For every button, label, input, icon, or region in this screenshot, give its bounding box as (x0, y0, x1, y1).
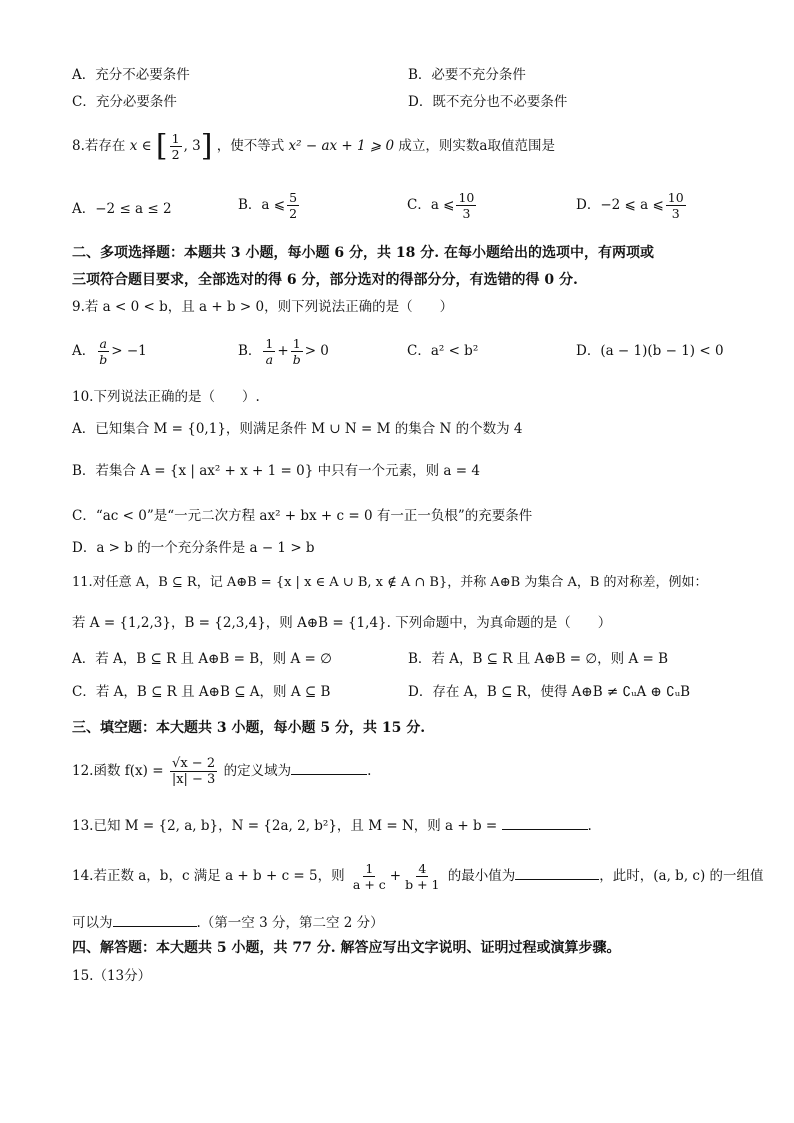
q8-option-c: C．a ⩽ $\frac{10}{3}$ (407, 190, 475, 221)
q12-answer-blank[interactable] (291, 760, 367, 775)
q9-option-a: A． $\frac{a}{b}$ > −1 (72, 336, 147, 367)
q8-inequality: x² − ax + 1 ⩾ 0 (288, 138, 395, 154)
q8-prefix: 8.若存在 (72, 138, 126, 154)
q10-option-c: C．“ac < 0”是“一元二次方程 ax² + bx + c = 0 有一正一负根”的充要条件 (72, 508, 533, 524)
q11-option-b: B．若 A，B ⊆ R 且 A⊕B = ∅，则 A = B (408, 651, 669, 667)
section4-title: 四、解答题：本大题共 5 小题，共 77 分. 解答应写出文字说明、证明过程或演算步骤。 (72, 940, 621, 956)
q10-stem: 10.下列说法正确的是（ ）. (72, 389, 260, 405)
section2-title-line1: 二、多项选择题：本题共 3 小题，每小题 6 分，共 18 分. 在每小题给出的选项中，有两项或 (72, 245, 654, 261)
q8-option-b: B．a ⩽ $\frac{5}{2}$ (238, 190, 298, 221)
q8-after-frac: , 3 (183, 138, 201, 154)
q7-option-d: D．既不充分也不必要条件 (408, 94, 568, 110)
q8-stem (72, 130, 555, 162)
q14-answer-blank-1[interactable] (515, 865, 599, 880)
q8-suffix: 成立，则实数a取值范围是 (398, 138, 555, 154)
q9-option-b: B． $\frac{1}{a}$ + $\frac{1}{b}$ > 0 (238, 336, 329, 367)
q13-stem: 13.已知 M = {2, a, b}，N = {2a, 2, b²}，且 M = N，则 a + b = . (72, 815, 592, 835)
q15-heading: 15.（13分） (72, 968, 152, 984)
q7-option-c: C．充分必要条件 (72, 94, 177, 110)
q11-stem-line2: 若 A = {1,2,3}，B = {2,3,4}，则 A⊕B = {1,4}. 下列命题中，为真命题的是（ ） (72, 615, 612, 631)
q14-stem-line2: 可以为 .（第一空 3 分，第二空 2 分） (72, 912, 384, 932)
q14-answer-blank-2[interactable] (113, 912, 197, 927)
q8-option-d: D．−2 ⩽ a ⩽ $\frac{10}{3}$ (576, 190, 684, 221)
q10-option-b: B．若集合 A = {x | ax² + x + 1 = 0} 中只有一个元素，则 a = 4 (72, 463, 480, 479)
q11-option-c: C．若 A，B ⊆ R 且 A⊕B ⊆ A，则 A ⊆ B (72, 684, 331, 700)
section2-title-line2: 三项符合题目要求，全部选对的得 6 分，部分选对的得部分分，有选错的得 0 分. (72, 272, 578, 288)
q8-middle: ，使不等式 (216, 138, 285, 154)
section3-title: 三、填空题：本大题共 3 小题，每小题 5 分，共 15 分. (72, 720, 426, 736)
q8-x-in: x ∈ (129, 138, 152, 154)
q12-stem: 12.函数 f(x) = $\frac{√x - 2}{|x| - 3}$ 的定义域为 . (72, 756, 372, 787)
q7-option-a: A．充分不必要条件 (72, 67, 190, 83)
q8-fraction: $\frac{1}{2}$ (171, 131, 180, 162)
right-bracket: ] (200, 128, 213, 164)
q11-option-a: A．若 A，B ⊆ R 且 A⊕B = B，则 A = ∅ (72, 651, 332, 667)
q13-answer-blank[interactable] (502, 815, 588, 830)
q7-option-b: B．必要不充分条件 (408, 67, 526, 83)
q9-option-c: C．a² < b² (407, 343, 479, 359)
q14-stem-line1: 14.若正数 a，b，c 满足 a + b + c = 5，则 $\frac{1}{a + c}$ + $\frac{4}{b + 1}$ 的最小值为 ，此时，(a, b, c) 的一组值 (72, 861, 764, 892)
q9-stem: 9.若 a < 0 < b，且 a + b > 0，则下列说法正确的是（ ） (72, 299, 454, 315)
q10-option-a: A．已知集合 M = {0,1}，则满足条件 M ∪ N = M 的集合 N 的个数为 4 (72, 421, 523, 437)
q8-option-a: A．−2 ≤ a ≤ 2 (72, 201, 172, 217)
left-bracket: [ (155, 128, 168, 164)
q9-option-d: D．(a − 1)(b − 1) < 0 (576, 343, 724, 359)
q12-numerator: √x − 2 (172, 756, 216, 771)
q10-option-d: D．a > b 的一个充分条件是 a − 1 > b (72, 540, 315, 556)
q12-denominator: |x| − 3 (171, 772, 216, 787)
q11-stem-line1: 11.对任意 A，B ⊆ R，记 A⊕B = {x | x ∈ A ∪ B, x ∉ A ∩ B}，并称 A⊕B 为集合 A，B 的对称差，例如： (72, 575, 708, 590)
q11-option-d: D．存在 A，B ⊆ R，使得 A⊕B ≠ ∁ᵤA ⊕ ∁ᵤB (408, 684, 691, 700)
